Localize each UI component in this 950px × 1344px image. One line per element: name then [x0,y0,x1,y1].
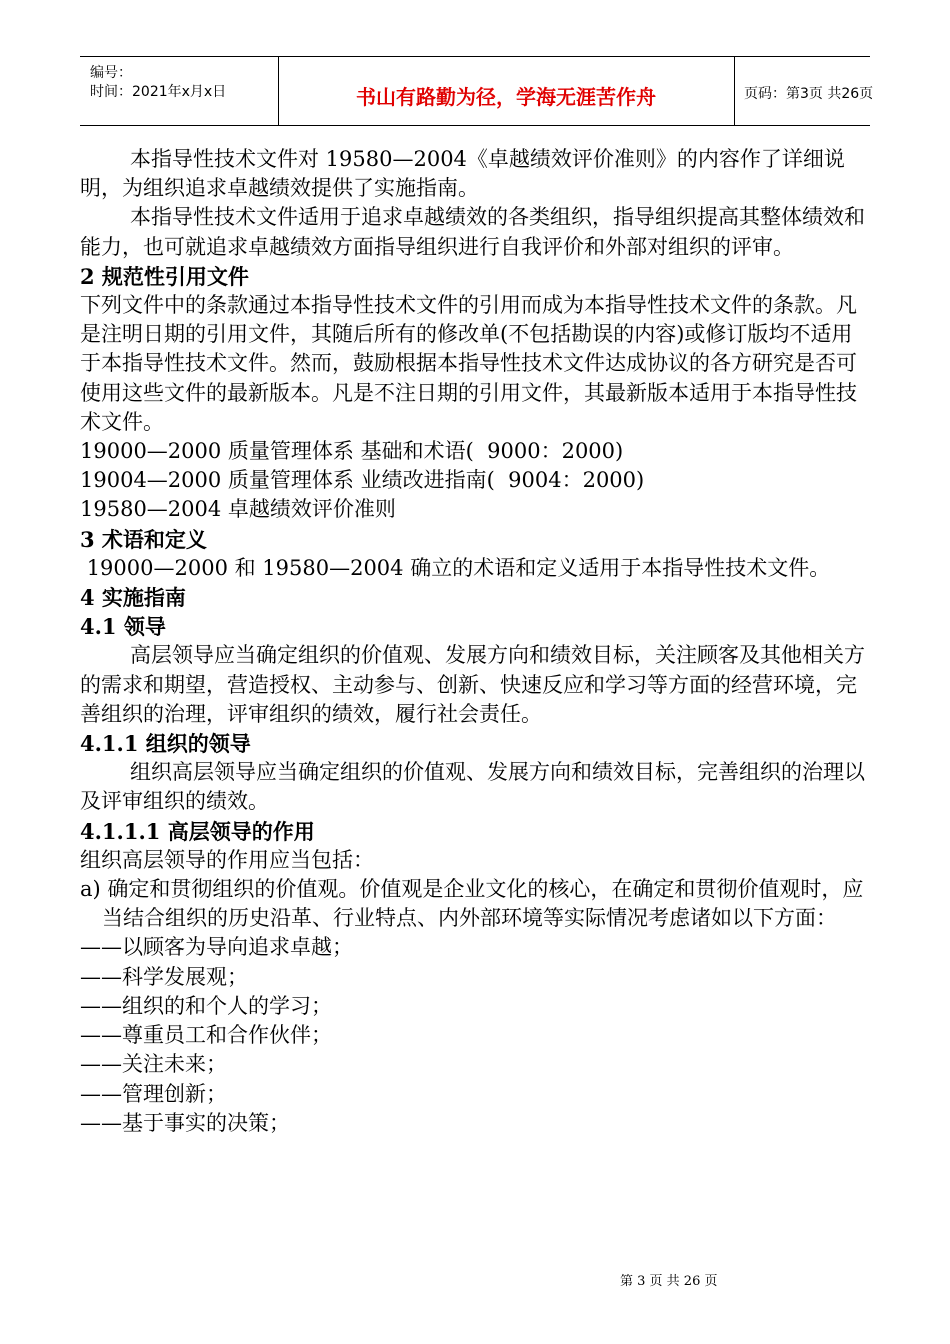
subsection-heading: 4.1.1.1 高层领导的作用 [80,818,315,844]
document-body [80,145,870,1138]
time-label: 时间：2021年x月x日 [90,84,227,100]
dash-item: ——科学发展观； [80,964,248,989]
section-heading: 3 术语和定义 [80,526,207,552]
paragraph: 本指导性技术文件对 19580—2004《卓越绩效评价准则》的内容作了详细说明，为组织追求卓越绩效提供了实施指南。 [80,147,845,201]
paragraph: 组织高层领导应当确定组织的价值观、发展方向和绩效目标，完善组织的治理以及评审组织的绩效。 [80,760,865,814]
reference-item: 19004—2000 质量管理体系 业绩改进指南( 9004：2000) [80,468,645,493]
subsection-heading: 4.1.1 组织的领导 [80,731,251,757]
motto: 书山有路勤为径，学海无涯苦作舟 [356,85,656,109]
dash-item: ——组织的和个人的学习； [80,993,332,1018]
reference-item: 19000—2000 质量管理体系 基础和术语( 9000：2000) [80,439,624,464]
dash-item: ——关注未来； [80,1052,227,1077]
page-header [80,56,874,126]
paragraph: 高层领导应当确定组织的价值观、发展方向和绩效目标，关注顾客及其他相关方的需求和期望，营造授权、主动参与、创新、快速反应和学习等方面的经营环境，完善组织的治理，评审组织的绩效，履行社会责任。 [80,643,865,726]
header-meta [80,57,279,125]
subsection-heading: 4.1 领导 [80,614,166,640]
paragraph: 本指导性技术文件适用于追求卓越绩效的各类组织，指导组织提高其整体绩效和能力，也可就追求卓越绩效方面指导组织进行自我评价和外部对组织的评审。 [80,205,865,259]
section-heading: 2 规范性引用文件 [80,263,249,289]
paragraph: 19000—2000 和 19580—2004 确立的术语和定义适用于本指导性技术文件。 [80,555,831,580]
page-info: 页码：第3页 共26页 [744,86,874,102]
dash-item: ——以顾客为导向追求卓越； [80,935,353,960]
dash-item: ——尊重员工和合作伙伴； [80,1023,332,1048]
number-label: 编号： [90,65,132,81]
list-item: a) 确定和贯彻组织的价值观。价值观是企业文化的核心，在确定和贯彻价值观时，应当结合组织的历史沿革、行业特点、内外部环境等实际情况考虑诸如以下方面： [80,877,864,931]
reference-item: 19580—2004 卓越绩效评价准则 [80,497,396,522]
page-footer: 第 3 页 共 26 页 [620,1274,718,1289]
header-motto-cell [278,57,735,125]
section-heading: 4 实施指南 [80,585,186,611]
header-page-cell [734,57,874,125]
dash-item: ——基于事实的决策； [80,1110,290,1135]
dash-item: ——管理创新； [80,1081,227,1106]
paragraph: 组织高层领导的作用应当包括： [80,847,374,872]
paragraph: 下列文件中的条款通过本指导性技术文件的引用而成为本指导性技术文件的条款。凡是注明日期的引用文件，其随后所有的修改单(不包括勘误的内容)或修订版均不适用于本指导性技术文件。然而，鼓励根据本指导性技术文件达成协议的各方研究是否可使用这些文件的最新版本。凡是不注日期的引用文件，其最新版本适用于本指导性技术文件。 [80,293,857,434]
